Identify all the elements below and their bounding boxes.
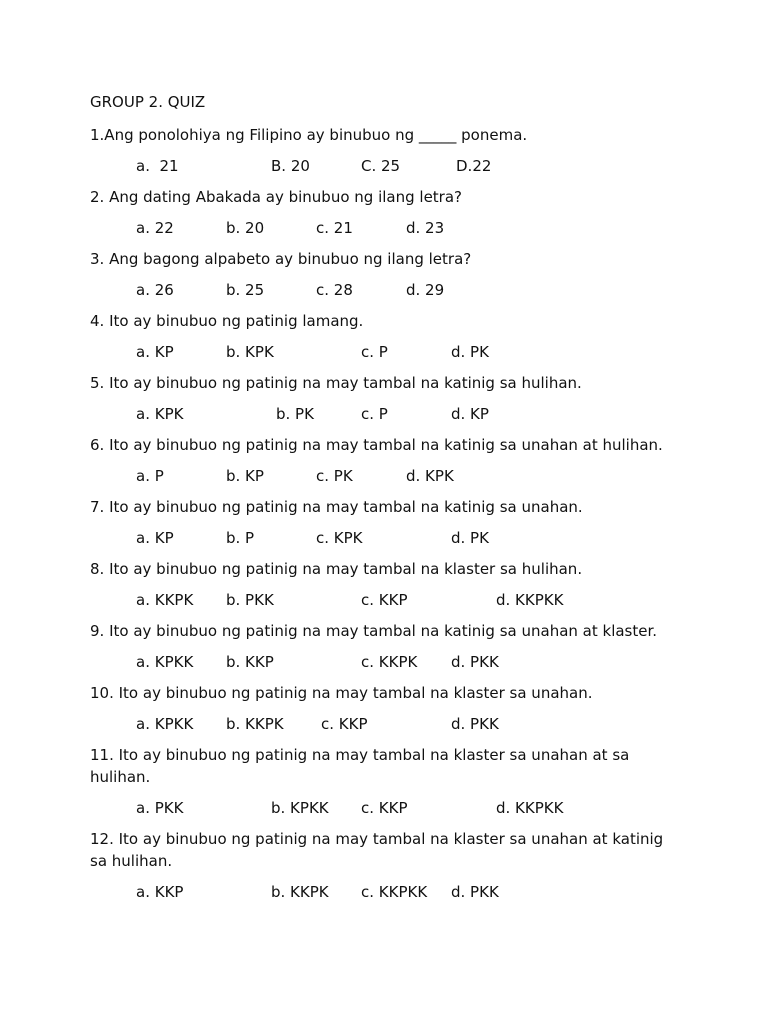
question-text: 6. Ito ay binubuo ng patinig na may tambal na katinig sa unahan at hulihan. [90,436,663,454]
option-b: b. P [226,529,255,547]
question-text: 1.Ang ponolohiya ng Filipino ay binubuo ng _____ ponema. [90,126,528,144]
question-text: 7. Ito ay binubuo ng patinig na may tambal na katinig sa unahan. [90,498,583,516]
answer-options [90,403,680,425]
option-d: d. PK [451,529,489,547]
question-text: 5. Ito ay binubuo ng patinig na may tambal na katinig sa hulihan. [90,374,582,392]
option-a: a. PKK [136,799,184,817]
option-d: d. KP [451,405,489,423]
option-b: B. 20 [271,157,310,175]
option-a: a. KKPK [136,591,194,609]
question-12 [90,828,680,903]
answer-options [90,589,680,611]
question-1 [90,124,680,177]
answer-options [90,341,680,363]
question-text: 11. Ito ay binubuo ng patinig na may tambal na klaster sa unahan at sa hulihan. [90,746,630,786]
option-b: b. 25 [226,281,265,299]
quiz-title: GROUP 2. QUIZ [90,93,206,111]
option-d: d. KKPKK [496,799,564,817]
option-d: d. PK [451,343,489,361]
option-a: a. KPKK [136,715,194,733]
answer-options [90,465,680,487]
option-d: D.22 [456,157,492,175]
option-d: d. PKK [451,883,499,901]
option-d: d. KPK [406,467,454,485]
question-text: 3. Ang bagong alpabeto ay binubuo ng ilang letra? [90,250,472,268]
option-a: a. 21 [136,157,179,175]
option-b: b. KPK [226,343,274,361]
question-3 [90,248,680,301]
answer-options [90,713,680,735]
option-a: a. KPKK [136,653,194,671]
option-c: c. KKPKK [361,883,428,901]
option-c: C. 25 [361,157,401,175]
option-b: b. KKP [226,653,274,671]
option-b: b. KKPK [226,715,284,733]
option-c: c. P [361,343,388,361]
option-c: c. KPK [316,529,363,547]
question-text: 9. Ito ay binubuo ng patinig na may tambal na katinig sa unahan at klaster. [90,622,658,640]
answer-options [90,881,680,903]
question-text: 10. Ito ay binubuo ng patinig na may tambal na klaster sa unahan. [90,684,593,702]
question-9 [90,620,680,673]
answer-options [90,217,680,239]
option-a: a. KP [136,343,174,361]
question-10 [90,682,680,735]
document-page [90,92,680,912]
answer-options [90,797,680,819]
option-c: c. 21 [316,219,353,237]
question-8 [90,558,680,611]
option-b: b. 20 [226,219,265,237]
question-text: 2. Ang dating Abakada ay binubuo ng ilang letra? [90,188,462,206]
option-d: d. KKPKK [496,591,564,609]
option-c: c. KKP [361,799,408,817]
option-d: d. PKK [451,653,499,671]
question-11 [90,744,680,819]
question-7 [90,496,680,549]
answer-options [90,527,680,549]
question-6 [90,434,680,487]
option-c: c. P [361,405,388,423]
option-a: a. KKP [136,883,184,901]
option-b: b. KKPK [271,883,329,901]
option-d: d. 29 [406,281,445,299]
option-b: b. PKK [226,591,274,609]
option-b: b. KPKK [271,799,329,817]
answer-options [90,651,680,673]
option-a: a. KPK [136,405,184,423]
option-b: b. PK [276,405,314,423]
option-c: c. 28 [316,281,353,299]
option-a: a. P [136,467,164,485]
option-d: d. PKK [451,715,499,733]
option-d: d. 23 [406,219,445,237]
option-b: b. KP [226,467,264,485]
answer-options [90,279,680,301]
option-c: c. PK [316,467,353,485]
option-c: c. KKP [361,591,408,609]
question-text: 4. Ito ay binubuo ng patinig lamang. [90,312,364,330]
option-a: a. 26 [136,281,174,299]
question-text: 8. Ito ay binubuo ng patinig na may tambal na klaster sa hulihan. [90,560,583,578]
question-text: 12. Ito ay binubuo ng patinig na may tambal na klaster sa unahan at katinig sa hulihan. [90,830,664,870]
option-c: c. KKPK [361,653,418,671]
option-a: a. KP [136,529,174,547]
question-4 [90,310,680,363]
question-5 [90,372,680,425]
question-2 [90,186,680,239]
option-a: a. 22 [136,219,174,237]
option-c: c. KKP [321,715,368,733]
answer-options [90,155,680,177]
